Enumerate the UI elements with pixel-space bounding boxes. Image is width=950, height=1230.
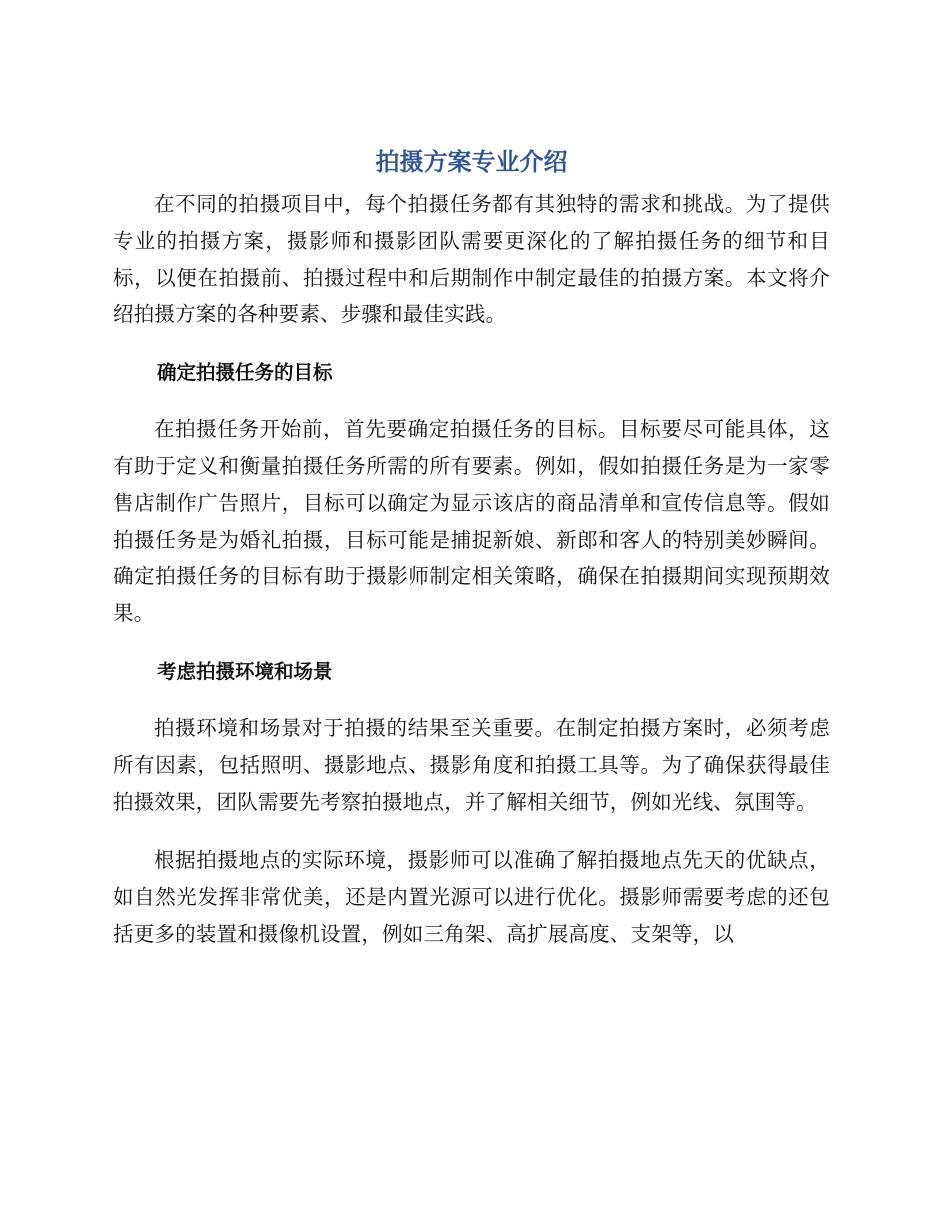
environment-paragraph-1: 拍摄环境和场景对于拍摄的结果至关重要。在制定拍摄方案时，必须考虑所有因素，包括照明、摄影地点、摄影角度和拍摄工具等。为了确保获得最佳拍摄效果，团队需要先考察拍摄地点，并了解相关细节，例如光线、氛围等。 [113, 715, 830, 814]
document-title: 拍摄方案专业介绍 [375, 148, 568, 176]
intro-paragraph: 在不同的拍摄项目中，每个拍摄任务都有其独特的需求和挑战。为了提供专业的拍摄方案，摄影师和摄影团队需要更深化的了解拍摄任务的细节和目标，以便在拍摄前、拍摄过程中和后期制作中制定最佳的拍摄方案。本文将介绍拍摄方案的各种要素、步骤和最佳实践。 [113, 192, 830, 327]
paragraph-spacer [113, 820, 830, 842]
section-heading-goal: 确定拍摄任务的目标 [157, 361, 333, 385]
document-page [113, 140, 830, 953]
section-heading-environment: 考虑拍摄环境和场景 [157, 659, 333, 683]
goal-paragraph: 在拍摄任务开始前，首先要确定拍摄任务的目标。目标要尽可能具体，这有助于定义和衡量拍摄任务所需的所有要素。例如，假如拍摄任务是为一家零售店制作广告照片，目标可以确定为显示该店的商品清单和宣传信息等。假如拍摄任务是为婚礼拍摄，目标可能是捕捉新娘、新郎和客人的特别美妙瞬间。确定拍摄任务的目标有助于摄影师制定相关策略，确保在拍摄期间实现预期效果。 [113, 417, 830, 626]
environment-paragraph-2: 根据拍摄地点的实际环境，摄影师可以准确了解拍摄地点先天的优缺点，如自然光发挥非常优美，还是内置光源可以进行优化。摄影师需要考虑的还包括更多的装置和摄像机设置，例如三角架、高扩展高度、支架等，以 [113, 848, 830, 946]
